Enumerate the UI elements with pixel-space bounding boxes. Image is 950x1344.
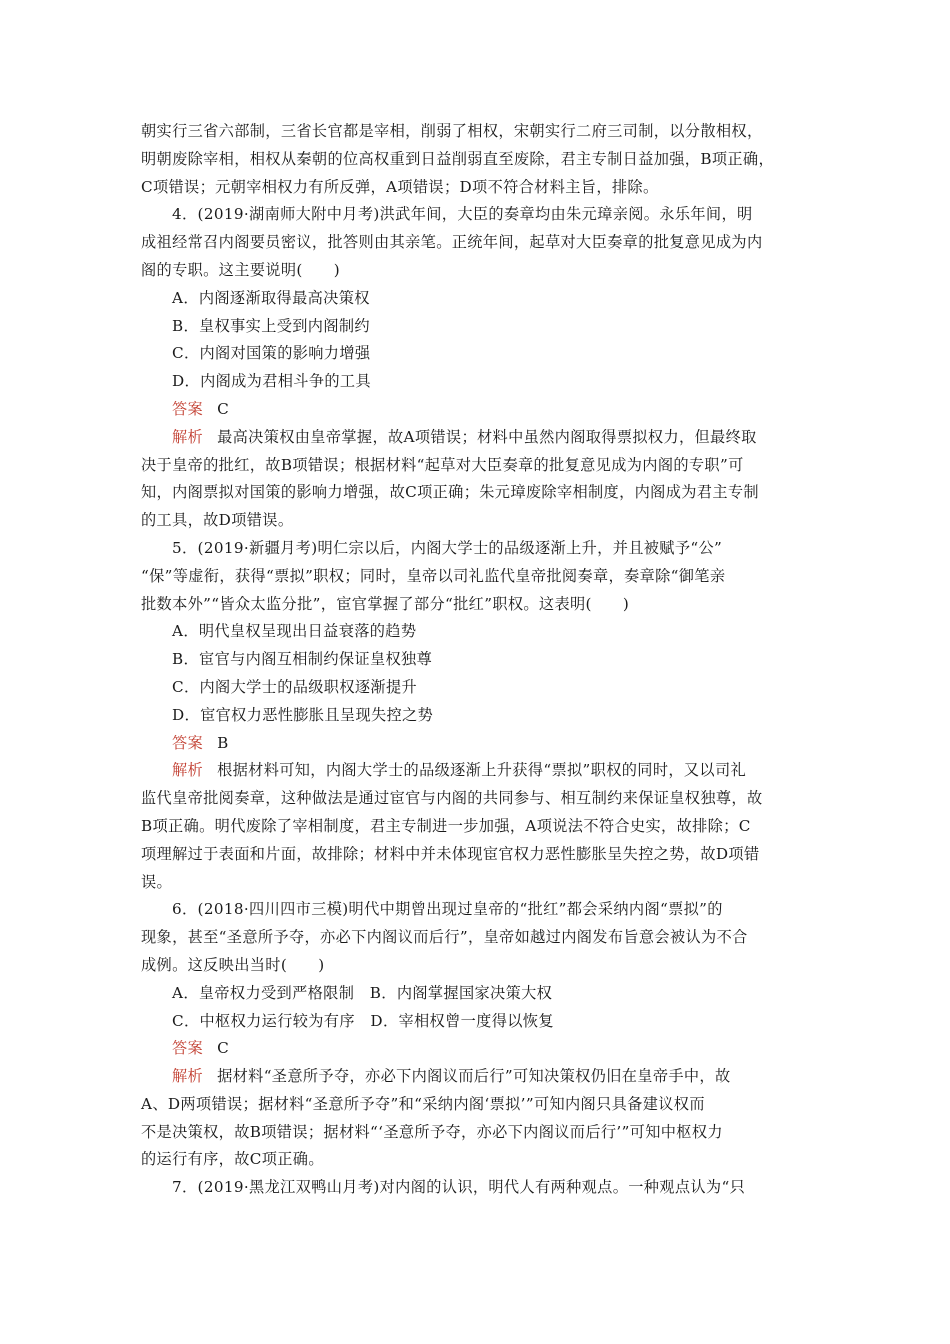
option-d: D．内阁成为君相斗争的工具 — [172, 372, 371, 391]
analysis-text: 最高决策权由皇帝掌握，故A项错误；材料中虽然内阁取得票拟权力，但最终取 — [217, 427, 757, 446]
analysis-text: 根据材料可知，内阁大学士的品级逐渐上升获得“票拟”职权的同时，又以司礼 — [217, 761, 747, 780]
question-6 — [141, 896, 813, 1174]
analysis-line — [141, 757, 813, 785]
question-stem: 现象，甚至“圣意所予夺，亦必下内阁议而后行”，皇帝如越过内阁发布旨意会被认为不合 — [141, 928, 748, 947]
analysis-text: 误。 — [141, 872, 173, 891]
question-4 — [141, 201, 813, 535]
question-stem: 批数本外”“皆众太监分批”，宦官掌握了部分“批红”职权。这表明( ) — [141, 594, 630, 613]
analysis-text: 项理解过于表面和片面，故排除；材料中并未体现宦官权力恶性膨胀呈失控之势，故D项错 — [141, 844, 760, 863]
option-row: C．中枢权力运行较为有序 D．宰相权曾一度得以恢复 — [172, 1011, 554, 1030]
text-line: C项错误；元朝宰相权力有所反弹，A项错误；D项不符合材料主旨，排除。 — [141, 177, 659, 196]
option-c: C．内阁对国策的影响力增强 — [172, 344, 371, 363]
analysis-text: 的工具，故D项错误。 — [141, 511, 294, 530]
option-d: D．宦官权力恶性膨胀且呈现失控之势 — [172, 705, 434, 724]
analysis-line — [141, 1063, 813, 1091]
analysis-text: B项正确。明代废除了宰相制度，君主专制进一步加强，A项说法不符合史实，故排除；C — [141, 816, 751, 835]
analysis-text: 知，内阁票拟对国策的影响力增强，故C项正确；朱元璋废除宰相制度，内阁成为君主专制 — [141, 483, 759, 502]
text-line: 明朝废除宰相，相权从秦朝的位高权重到日益削弱直至废除，君主专制日益加强，B项正确， — [141, 149, 775, 168]
analysis-text: 决于皇帝的批红，故B项错误；根据材料“起草对大臣奏章的批复意见成为内阁的专职”可 — [141, 455, 744, 474]
analysis-label: 解析 — [172, 761, 204, 780]
question-5 — [141, 535, 813, 896]
option-c: C．内阁大学士的品级职权逐渐提升 — [172, 677, 418, 696]
answer-line — [141, 730, 813, 758]
option-a: A．明代皇权呈现出日益衰落的趋势 — [172, 622, 417, 641]
answer-label: 答案 — [172, 1039, 204, 1058]
analysis-label: 解析 — [172, 427, 204, 446]
option-a: A．内阁逐渐取得最高决策权 — [172, 288, 370, 307]
analysis-label: 解析 — [172, 1067, 204, 1086]
answer-label: 答案 — [172, 399, 204, 418]
analysis-text: 的运行有序，故C项正确。 — [141, 1150, 324, 1169]
answer-value: B — [217, 733, 229, 752]
question-stem: 4．(2019·湖南师大附中月考)洪武年间，大臣的奏章均由朱元璋亲阅。永乐年间，明 — [172, 205, 753, 224]
question-stem: 6．(2018·四川四市三模)明代中期曾出现过皇帝的“批红”都会采纳内阁“票拟”的 — [172, 900, 723, 919]
answer-value: C — [217, 1039, 230, 1058]
analysis-text: 据材料“圣意所予夺，亦必下内阁议而后行”可知决策权仍旧在皇帝手中，故 — [217, 1067, 731, 1086]
analysis-line — [141, 424, 813, 452]
answer-value: C — [217, 399, 230, 418]
question-7 — [141, 1174, 813, 1202]
question-stem: 阁的专职。这主要说明( ) — [141, 260, 341, 279]
analysis-text: 不是决策权，故B项错误；据材料“‘圣意所予夺，亦必下内阁议而后行’”可知中枢权力 — [141, 1122, 723, 1141]
answer-label: 答案 — [172, 733, 204, 752]
document-page — [141, 118, 813, 1202]
analysis-text: 监代皇帝批阅奏章，这种做法是通过宦官与内阁的共同参与、相互制约来保证皇权独尊，故 — [141, 789, 763, 808]
text-line: 朝实行三省六部制，三省长官都是宰相，削弱了相权，宋朝实行二府三司制，以分散相权， — [141, 122, 763, 140]
question-stem: 5．(2019·新疆月考)明仁宗以后，内阁大学士的品级逐渐上升，并且被赋予“公” — [172, 538, 723, 557]
option-b: B．皇权事实上受到内阁制约 — [172, 316, 370, 335]
question-stem: 7．(2019·黑龙江双鸭山月考)对内阁的认识，明代人有两种观点。一种观点认为“只 — [172, 1178, 746, 1197]
answer-line — [141, 396, 813, 424]
question-stem: 成例。这反映出当时( ) — [141, 955, 325, 974]
question-stem: 成祖经常召内阁要员密议，批答则由其亲笔。正统年间，起草对大臣奏章的批复意见成为内 — [141, 233, 763, 252]
option-row: A．皇帝权力受到严格限制 B．内阁掌握国家决策大权 — [172, 983, 553, 1002]
option-b: B．宦官与内阁互相制约保证皇权独尊 — [172, 650, 433, 669]
question-stem: “保”等虚衔，获得“票拟”职权；同时，皇帝以司礼监代皇帝批阅奏章，奏章除“御笔亲 — [141, 566, 726, 585]
analysis-text: A、D两项错误；据材料“圣意所予夺”和“采纳内阁‘票拟’”可知内阁只具备建议权而 — [141, 1094, 705, 1113]
answer-line — [141, 1035, 813, 1063]
